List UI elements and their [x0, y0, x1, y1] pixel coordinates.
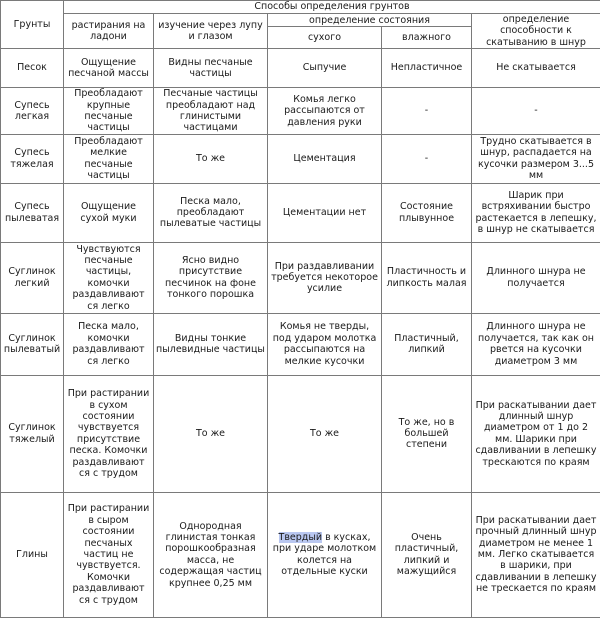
rolling-cell: -: [472, 88, 600, 135]
soil-name: Суглинок легкий: [1, 242, 64, 313]
dry-cell-text: в кусках, при ударе молотком колется на отдельные куски: [273, 532, 376, 577]
dry-cell: Комья легко рассыпаются от давления руки: [268, 88, 382, 135]
dry-cell: При раздавливании требуется некоторое усилие: [268, 242, 382, 313]
rubbing-cell: Чувствуются песчаные частицы, комочки раздавливают ся легко: [64, 242, 154, 313]
rolling-cell: Шарик при встряхивании быстро растекается в лепешку, в шнур не скатывается: [472, 183, 600, 242]
dry-cell: Цементации нет: [268, 183, 382, 242]
table-row: [1, 88, 600, 135]
magnifier-cell: Видны тонкие пылевидные частицы: [154, 313, 268, 375]
table-row: [1, 183, 600, 242]
soil-name: Суглинок тяжелый: [1, 375, 64, 492]
table-row: [1, 49, 600, 88]
header-soil: Грунты: [1, 1, 64, 49]
table-row: [1, 242, 600, 313]
header-methods: Способы определения грунтов: [64, 1, 600, 14]
table-row: [1, 375, 600, 492]
header-dry: сухого: [268, 27, 382, 49]
rolling-cell: При раскатывании дает прочный длинный шнур диаметром не менее 1 мм. Легко скатывается в шарики, при сдавливании в лепешку не трескается по краям: [472, 492, 600, 617]
selected-text-highlight: Твердый: [279, 532, 323, 543]
rubbing-cell: Преобладают крупные песчаные частицы: [64, 88, 154, 135]
wet-cell: Непластичное: [382, 49, 472, 88]
dry-cell: То же: [268, 375, 382, 492]
rolling-cell: Длинного шнура не получается: [472, 242, 600, 313]
dry-cell: [268, 492, 382, 617]
rolling-cell: Длинного шнура не получается, так как он рвется на кусочки диаметром 3 мм: [472, 313, 600, 375]
magnifier-cell: То же: [154, 134, 268, 183]
magnifier-cell: Песка мало, преобладают пылеватые частицы: [154, 183, 268, 242]
soil-name: Песок: [1, 49, 64, 88]
magnifier-cell: Ясно видно присутствие песчинок на фоне тонкого порошка: [154, 242, 268, 313]
rubbing-cell: При растирании в сухом состоянии чувствуется присутствие песка. Комочки раздавливают ся с трудом: [64, 375, 154, 492]
magnifier-cell: Видны песчаные частицы: [154, 49, 268, 88]
table-row: [1, 313, 600, 375]
rolling-cell: Трудно скатывается в шнур, распадается на кусочки размером 3...5 мм: [472, 134, 600, 183]
wet-cell: Очень пластичный, липкий и мажущийся: [382, 492, 472, 617]
rubbing-cell: Преобладают мелкие песчаные частицы: [64, 134, 154, 183]
magnifier-cell: То же: [154, 375, 268, 492]
wet-cell: Состояние плывунное: [382, 183, 472, 242]
soil-name: Супесь пылеватая: [1, 183, 64, 242]
header-magnifier: изучение через лупу и глазом: [154, 14, 268, 49]
header-state: определение состояния: [268, 14, 472, 27]
rolling-cell: Не скатывается: [472, 49, 600, 88]
header-rolling: определение способности к скатыванию в шнур: [472, 14, 600, 49]
wet-cell: Пластичность и липкость малая: [382, 242, 472, 313]
rubbing-cell: Ощущение сухой муки: [64, 183, 154, 242]
wet-cell: Пластичный, липкий: [382, 313, 472, 375]
rubbing-cell: Песка мало, комочки раздавливают ся легко: [64, 313, 154, 375]
rolling-cell: При раскатывании дает длинный шнур диаметром от 1 до 2 мм. Шарики при сдавливании в лепешку трескаются по краям: [472, 375, 600, 492]
table-row: [1, 492, 600, 617]
soil-name: Суглинок пылеватый: [1, 313, 64, 375]
header-wet: влажного: [382, 27, 472, 49]
wet-cell: -: [382, 88, 472, 135]
soil-name: Глины: [1, 492, 64, 617]
wet-cell: -: [382, 134, 472, 183]
soil-name: Супесь легкая: [1, 88, 64, 135]
soil-name: Супесь тяжелая: [1, 134, 64, 183]
rubbing-cell: Ощущение песчаной массы: [64, 49, 154, 88]
header-rubbing: растирания на ладони: [64, 14, 154, 49]
table-row: [1, 134, 600, 183]
rubbing-cell: При растирании в сыром состоянии песчаных частиц не чувствуется. Комочки раздавливают ся с трудом: [64, 492, 154, 617]
dry-cell: Сыпучие: [268, 49, 382, 88]
magnifier-cell: Однородная глинистая тонкая порошкообразная масса, не содержащая частиц крупнее 0,25 мм: [154, 492, 268, 617]
wet-cell: То же, но в большей степени: [382, 375, 472, 492]
dry-cell: Комья не тверды, под ударом молотка рассыпаются на мелкие кусочки: [268, 313, 382, 375]
magnifier-cell: Песчаные частицы преобладают над глинистыми частицами: [154, 88, 268, 135]
dry-cell: Цементация: [268, 134, 382, 183]
